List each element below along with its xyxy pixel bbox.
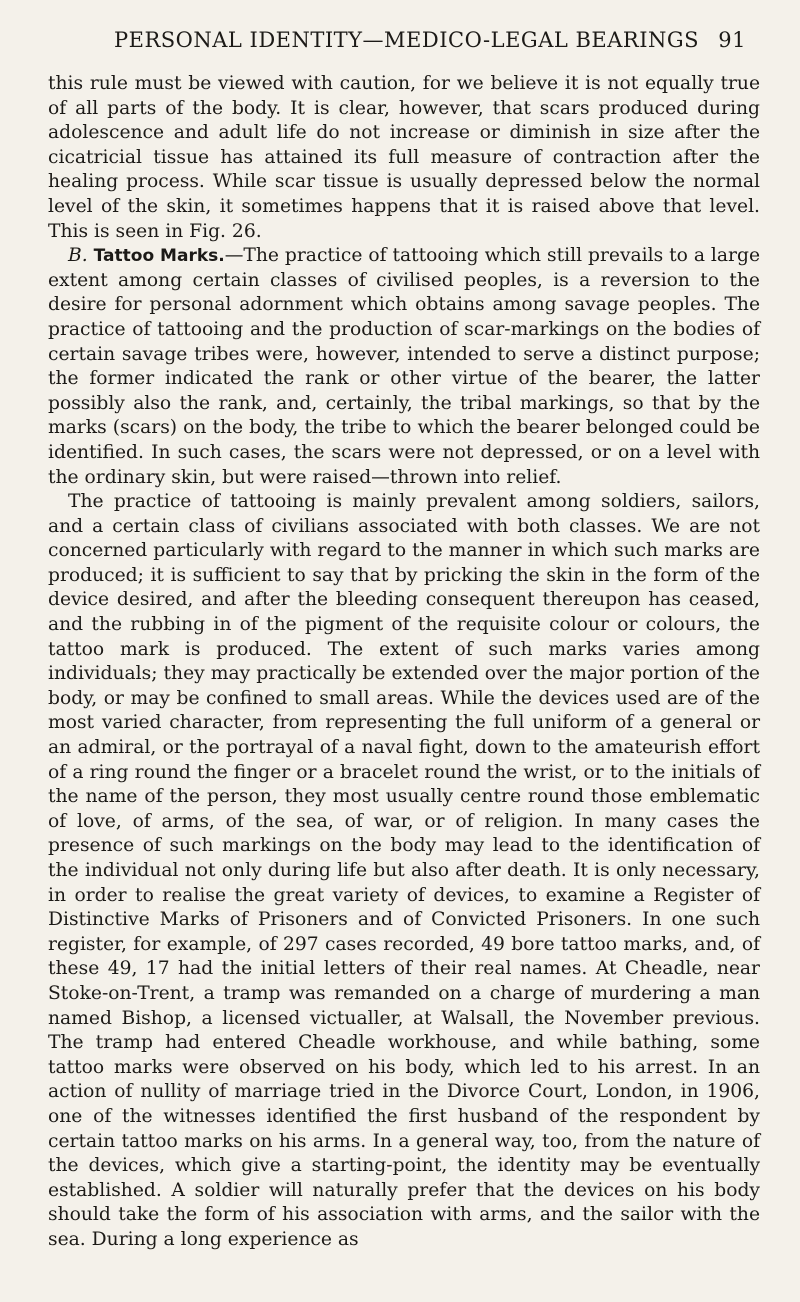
running-head-title: PERSONAL IDENTITY—MEDICO-LEGAL BEARINGS (114, 28, 700, 52)
section-heading: Tattoo Marks. (93, 246, 225, 267)
paragraph-body: —The practice of tattooing which still prevails to a large extent among certain classes of civilised peoples, is a reversion to the desire for personal adornment which obtains among savage peoples. The practice of tattooing and the production of scar-markings on the bodies of certain savage tribes were, however, intended to serve a distinct purpose; the former indicated the rank or other virtue of the bearer, the latter possibly also the rank, and, certainly, the tribal markings, so that by the marks (scars) on the body, the tribe to which the bearer belonged could be identified. In such cases, the scars were not depressed, or on a level with the ordinary skin, but were raised—thrown into relief. (48, 245, 761, 488)
page-number: 91 (718, 28, 746, 52)
body-text (48, 72, 760, 1253)
section-letter: B. (68, 245, 88, 267)
paragraph-continued: this rule must be viewed with caution, for we believe it is not equally true of all parts of the body. It is clear, however, that scars produced during adolescence and adult life do not increase or diminish in size after the cicatricial tissue has attained its full measure of contraction after the healing process. While scar tissue is usually depressed below the normal level of the skin, it sometimes happens that it is raised above that level. This is seen in Fig. 26. (48, 73, 760, 242)
paragraph-tattooing-practice: The practice of tattooing is mainly prevalent among soldiers, sailors, and a certain class of civilians associated with both classes. We are not concerned particularly with regard to the manner in which such marks are produced; it is sufficient to say that by pricking the skin in the form of the device desired, and after the bleeding consequent thereupon has ceased, and the rubbing in of the pigment of the requisite colour or colours, the tattoo mark is produced. The extent of such marks varies among individuals; they may practically be extended over the major portion of the body, or may be confined to small areas. While the devices used are of the most varied character, from representing the full uniform of a general or an admiral, or the portrayal of a naval fight, down to the amateurish effort of a ring round the finger or a bracelet round the wrist, or to the initials of the name of the person, they most usually centre round those emblematic of love, of arms, of the sea, of war, or of religion. In many cases the presence of such markings on the body may lead to the identification of the individual not only during life but also after death. It is only necessary, in order to realise the great variety of devices, to examine a Register of Distinctive Marks of Prisoners and of Convicted Prisoners. In one such register, for example, of 297 cases recorded, 49 bore tattoo marks, and, of these 49, 17 had the initial letters of their real names. At Cheadle, near Stoke-on-Trent, a tramp was remanded on a charge of murdering a man named Bishop, a licensed victualler, at Walsall, the November previous. The tramp had entered Cheadle workhouse, and while bathing, some tattoo marks were observed on his body, which led to his arrest. In an action of nullity of marriage tried in the Divorce Court, London, in 1906, one of the witnesses identified the first husband of the respondent by certain tattoo marks on his arms. In a general way, too, from the nature of the devices, which give a starting-point, the identity may be eventually established. A soldier will naturally prefer that the devices on his body should take the form of his association with arms, and the sailor with the sea. During a long experience as (48, 491, 760, 1250)
running-head (48, 28, 760, 58)
paragraph-tattoo-marks (48, 244, 760, 490)
